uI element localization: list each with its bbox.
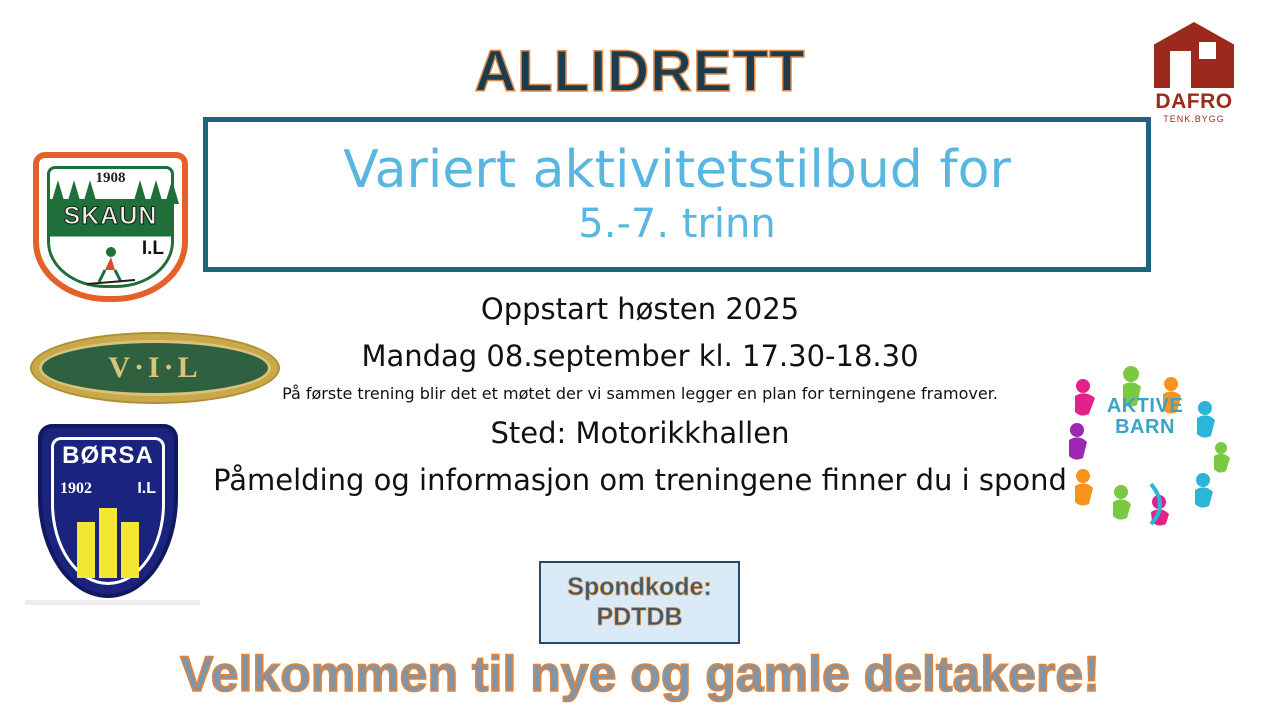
place-line: Sted: Motorikkhallen bbox=[490, 415, 790, 450]
spond-code-box bbox=[539, 561, 740, 644]
borsa-year-label: 1902 bbox=[60, 480, 92, 497]
skaun-shield-shape bbox=[33, 152, 188, 302]
spond-code-label: Spondkode: bbox=[567, 573, 712, 601]
dafro-house-icon bbox=[1154, 22, 1234, 88]
borsa-suffix-label: I.L bbox=[137, 480, 156, 497]
vil-logo bbox=[30, 332, 280, 404]
dafro-notch-left bbox=[1170, 51, 1191, 88]
day-time-line: Mandag 08.september kl. 17.30-18.30 bbox=[361, 338, 919, 373]
dafro-name-label: DAFRO bbox=[1155, 90, 1233, 113]
logo-divider bbox=[25, 600, 200, 605]
welcome-footer: Velkommen til nye og gamle deltakere! bbox=[180, 646, 1100, 702]
borsa-shield-shape bbox=[38, 424, 178, 598]
skier-figure-icon bbox=[81, 244, 141, 286]
dafro-house-shape bbox=[1154, 22, 1234, 88]
page-title: ALLIDRETT bbox=[474, 39, 806, 104]
body-text-block bbox=[170, 286, 1110, 504]
vil-text-label: V·I·L bbox=[108, 351, 202, 384]
vil-inner-oval bbox=[39, 340, 271, 396]
skaun-name-label: SKAUN bbox=[63, 202, 158, 230]
spond-code-value: PDTDB bbox=[596, 602, 683, 631]
borsa-name-label: BØRSA bbox=[62, 442, 154, 469]
aktive-barn-logo bbox=[1055, 352, 1235, 527]
headline-line-1: Variert aktivitetstilbud for bbox=[343, 140, 1011, 201]
headline-box bbox=[203, 117, 1151, 272]
skaun-suffix-label: I.L bbox=[141, 238, 164, 259]
borsa-stripes-icon bbox=[74, 502, 142, 578]
signup-line: Påmelding og informasjon om treningene finner du i spond bbox=[213, 462, 1067, 497]
first-training-note: På første trening blir det et møtet der vi sammen legger en plan for terningene framover. bbox=[282, 383, 998, 403]
skaun-year-label: 1908 bbox=[95, 170, 126, 186]
dafro-logo bbox=[1146, 22, 1242, 130]
aktive-barn-line-1: AKTIVE bbox=[1106, 395, 1184, 417]
aktive-barn-text bbox=[1107, 396, 1183, 438]
borsa-il-logo bbox=[38, 424, 178, 598]
start-date-line: Oppstart høsten 2025 bbox=[480, 292, 800, 326]
headline-line-2: 5.-7. trinn bbox=[578, 200, 776, 247]
dafro-notch-right bbox=[1199, 42, 1217, 59]
dafro-tagline-label: TENK.BYGG bbox=[1163, 114, 1225, 124]
aktive-barn-figures-icon bbox=[1055, 352, 1235, 527]
aktive-barn-line-2: BARN bbox=[1115, 416, 1175, 438]
skaun-il-logo bbox=[33, 152, 188, 302]
